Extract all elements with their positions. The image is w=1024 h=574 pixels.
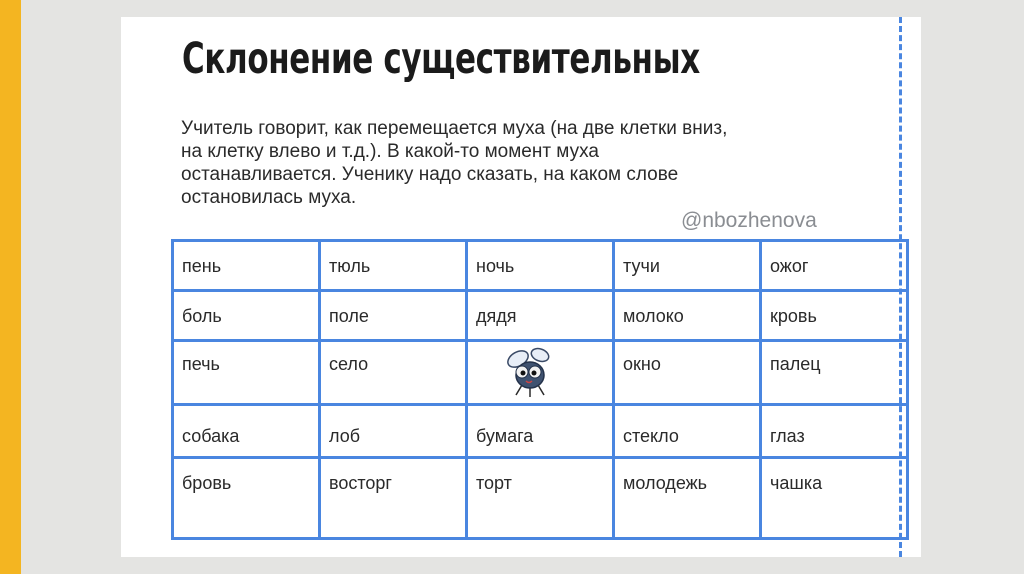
grid-cell — [761, 458, 908, 539]
cell-word: дядя — [476, 306, 517, 326]
fly-icon — [500, 345, 564, 403]
slide-title: Склонение существительных — [182, 34, 700, 84]
cell-word: поле — [329, 306, 369, 326]
grid-cell — [761, 241, 908, 291]
grid-cell — [467, 405, 614, 458]
cell-word: окно — [623, 354, 661, 374]
cell-word: восторг — [329, 473, 392, 493]
grid-cell — [761, 341, 908, 405]
grid-cell — [761, 291, 908, 341]
cell-word: молоко — [623, 306, 684, 326]
grid-row — [173, 458, 908, 539]
watermark: @nbozhenova — [681, 209, 817, 232]
cell-word: печь — [182, 354, 220, 374]
grid-cell-fly — [467, 341, 614, 405]
cell-word: глаз — [770, 426, 805, 446]
cell-word: собака — [182, 426, 240, 446]
grid-row — [173, 341, 908, 405]
grid-cell — [467, 241, 614, 291]
grid-cell — [320, 291, 467, 341]
grid-cell — [761, 405, 908, 458]
cell-word: ожог — [770, 256, 809, 276]
instructions-line: остановилась муха. — [181, 187, 357, 208]
cell-word: палец — [770, 354, 821, 374]
word-grid — [171, 239, 909, 540]
instructions-line: Учитель говорит, как перемещается муха (на две клетки вниз, — [181, 118, 728, 139]
grid-cell — [173, 241, 320, 291]
grid-cell — [467, 458, 614, 539]
grid-cell — [467, 291, 614, 341]
cell-word: тюль — [329, 256, 371, 276]
grid-row — [173, 291, 908, 341]
instructions-line: на клетку влево и т.д.). В какой-то момент муха — [181, 141, 599, 162]
cell-word: тучи — [623, 256, 660, 276]
grid-cell — [320, 341, 467, 405]
cell-word: кровь — [770, 306, 817, 326]
cell-word: село — [329, 354, 369, 374]
grid-row — [173, 405, 908, 458]
grid-row — [173, 241, 908, 291]
cell-word: чашка — [770, 473, 823, 493]
grid-cell — [614, 291, 761, 341]
cell-word: лоб — [329, 426, 361, 446]
instructions-text — [181, 117, 871, 209]
cell-word: бумага — [476, 426, 534, 446]
grid-cell — [320, 458, 467, 539]
grid-cell — [614, 405, 761, 458]
grid-cell — [173, 341, 320, 405]
grid-cell — [614, 341, 761, 405]
cell-word: боль — [182, 306, 222, 326]
grid-cell — [320, 241, 467, 291]
cell-word: молодежь — [623, 473, 708, 493]
cell-word: пень — [182, 256, 222, 276]
grid-cell — [173, 291, 320, 341]
cell-word: торт — [476, 473, 512, 493]
accent-bar — [0, 0, 21, 574]
cell-word: ночь — [476, 256, 515, 276]
cell-word: стекло — [623, 426, 679, 446]
cell-word: бровь — [182, 473, 232, 493]
grid-cell — [614, 458, 761, 539]
grid-cell — [320, 405, 467, 458]
grid-cell — [173, 458, 320, 539]
grid-cell — [173, 405, 320, 458]
instructions-line: останавливается. Ученику надо сказать, на каком слове — [181, 164, 679, 185]
grid-cell — [614, 241, 761, 291]
